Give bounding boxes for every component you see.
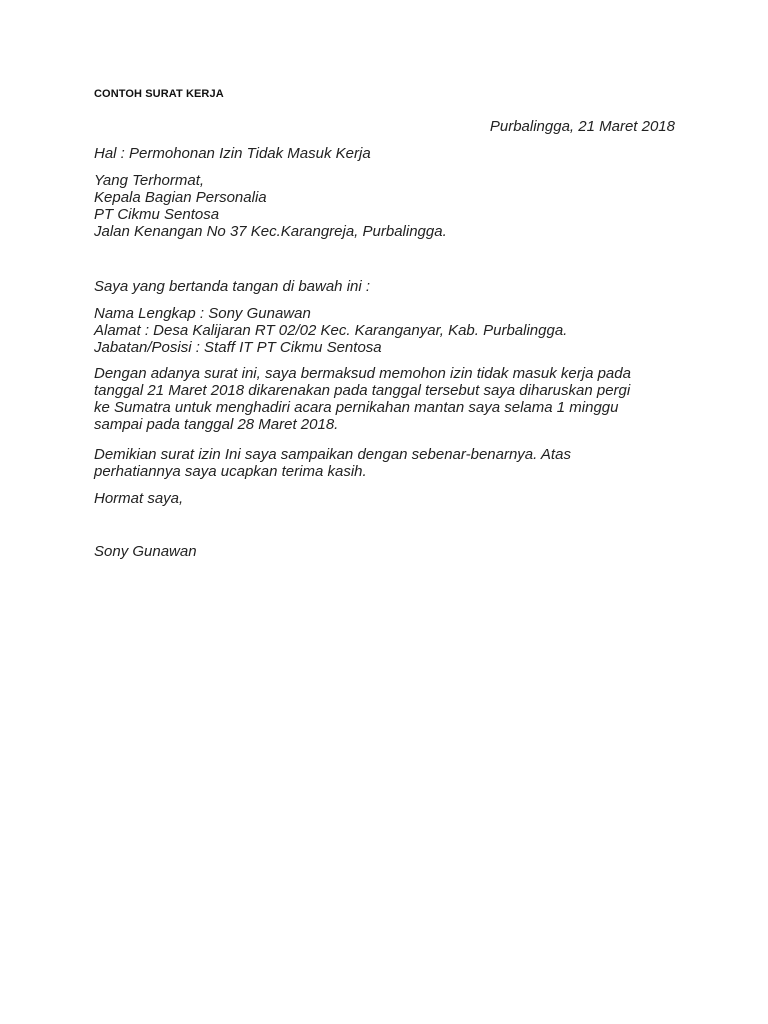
letter-subject: Hal : Permohonan Izin Tidak Masuk Kerja: [94, 145, 371, 162]
recipient-line: PT Cikmu Sentosa: [94, 206, 220, 223]
recipient-line: Jalan Kenangan No 37 Kec.Karangreja, Purbalingga.: [94, 223, 447, 240]
recipient-block: [94, 172, 447, 240]
paragraph-line: ke Sumatra untuk menghadiri acara pernikahan mantan saya selama 1 minggu: [94, 399, 619, 416]
paragraph-line: sampai pada tanggal 28 Maret 2018.: [94, 416, 339, 433]
identity-line: Alamat : Desa Kalijaran RT 02/02 Kec. Karanganyar, Kab. Purbalingga.: [94, 322, 568, 339]
identity-block: [94, 305, 567, 356]
paragraph-closing-remarks: [94, 446, 571, 480]
letter-date: Purbalingga, 21 Maret 2018: [489, 118, 675, 135]
recipient-line: Kepala Bagian Personalia: [94, 189, 267, 206]
signature-name: Sony Gunawan: [94, 543, 197, 560]
identity-line: Nama Lengkap : Sony Gunawan: [94, 305, 311, 322]
paragraph-line: tanggal 21 Maret 2018 dikarenakan pada tanggal tersebut saya diharuskan pergi: [94, 382, 631, 399]
paragraph-request: [94, 365, 631, 433]
document-heading: CONTOH SURAT KERJA: [94, 88, 224, 100]
intro-sentence: Saya yang bertanda tangan di bawah ini :: [94, 278, 371, 295]
paragraph-line: Demikian surat izin Ini saya sampaikan dengan sebenar-benarnya. Atas: [94, 446, 571, 463]
paragraph-line: perhatiannya saya ucapkan terima kasih.: [94, 463, 367, 480]
identity-line: Jabatan/Posisi : Staff IT PT Cikmu Sentosa: [94, 339, 382, 356]
recipient-line: Yang Terhormat,: [94, 172, 205, 189]
closing-salutation: Hormat saya,: [94, 490, 184, 507]
paragraph-line: Dengan adanya surat ini, saya bermaksud memohon izin tidak masuk kerja pada: [94, 365, 631, 382]
